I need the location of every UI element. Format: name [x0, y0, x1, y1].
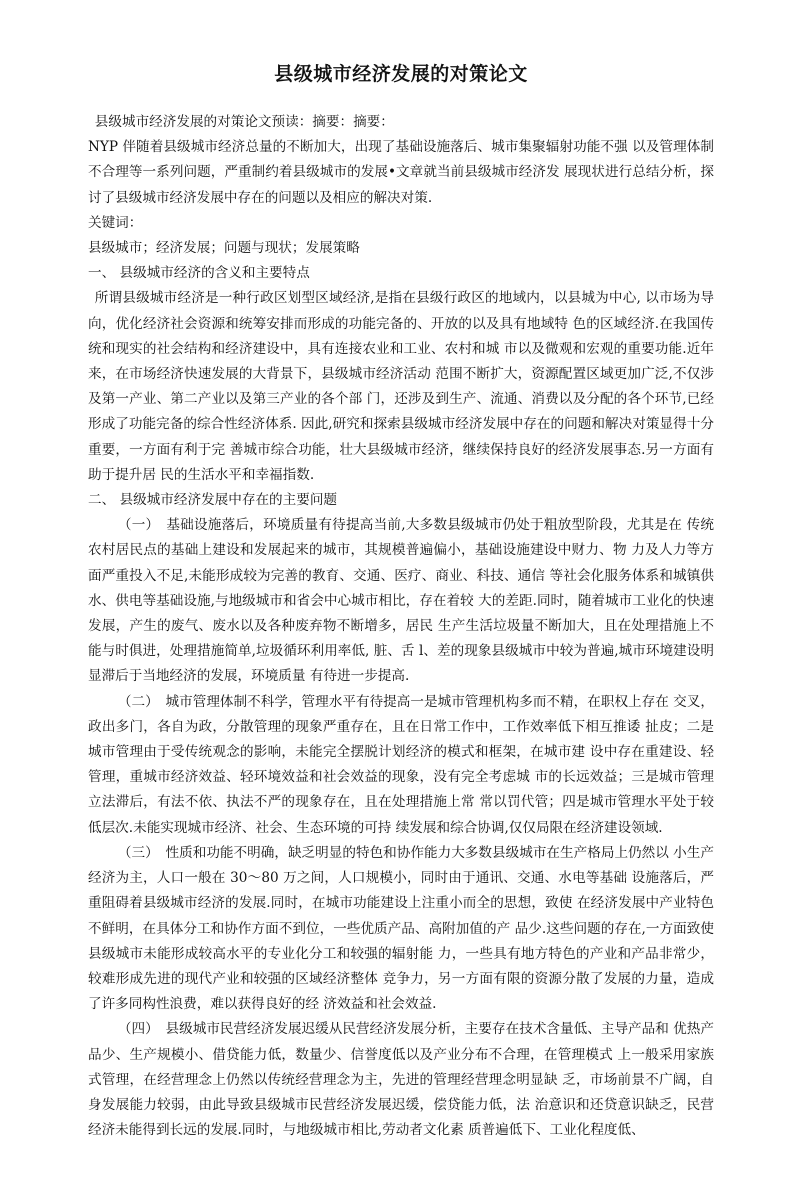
preview-line: 县级城市经济发展的对策论文预读：摘要：摘要：	[94, 114, 394, 130]
section2-para-2: （二） 城市管理体制不科学，管理水平有待提高一是城市管理机构多而不精，在职权上存在 交叉，政出多门，各自为政，分散管理的现象严重存在，且在日常工作中，工作效率低下相互推诿 扯皮；二是城市管理由于受传统观念的影响，未能完全摆脱计划经济的模式和框架，在城市建 设中存在重建设、轻管理，重城市经济效益、轻环境效益和社会效益的现象，没有完全考虑城 市的长远效益；三是城市管理立法滞后，有法不依、执法不严的现象存在，且在处理措施上常 常以罚代管；四是城市管理水平处于较低层次.未能实现城市经济、社会、生态环境的可持 续发展和综合协调,仅仅局限在经济建设领域.	[88, 693, 714, 836]
section2-para-3: （三） 性质和功能不明确，缺乏明显的特色和协作能力大多数县级城市在生产格局上仍然以 小生产经济为主，人口一般在 30～80 万之间，人口规模小，同时由于通讯、交通、水电等基础 设施落后，严重阻碍着县级城市经济的发展.同时，在城市功能建设上注重小而全的思想，致使 在经济发展中产业特色不鲜明，在具体分工和协作方面不到位，一些优质产品、高附加值的产 品少.这些问题的存在,一方面致使县级城市未能形成较高水平的专业化分工和较强的辐射能 力，一些具有地方特色的产业和产品非常少，较难形成先进的现代产业和较强的区域经济整体 竞争力，另一方面有限的资源分散了发展的力量，造成了许多同构性浪费，难以获得良好的经 济效益和社会效益.	[88, 844, 714, 1013]
keywords-label: 关键词：	[88, 214, 143, 231]
section1-body: 所谓县级城市经济是一种行政区划型区域经济,是指在县级行政区的地域内，以县城为中心, 以市场为导向，优化经济社会资源和统筹安排而形成的功能完备的、开放的以及具有地域特 色的区域经济.在我国传统和现实的社会结构和经济建设中，具有连接农业和工业、农村和城 市以及微观和宏观的重要功能.近年来，在市场经济快速发展的大背景下，县级城市经济活动 范围不断扩大，资源配置区域更加广泛,不仅涉及第一产业、第二产业以及第三产业的各个部 门，还涉及到生产、流通、消费以及分配的各个环节,已经形成了功能完备的综合性经济体系. 因此,研究和探索县级城市经济发展中存在的问题和解决对策显得十分重要，一方面有利于完 善城市综合功能，壮大县级城市经济，继续保持良好的经济发展事态.另一方面有助于提升居 民的生活水平和幸福指数.	[88, 290, 714, 483]
section2-heading: 二、 县级城市经济发展中存在的主要问题	[88, 492, 338, 509]
abstract-paragraph: NYP 伴随着县级城市经济总量的不断加大，出现了基础设施落后、城市集聚辐射功能不强 以及管理体制不合理等一系列问题，严重制约着县级城市的发展•文章就当前县级城市经济发 展现状进行总结分析，探讨了县级城市经济发展中存在的问题以及相应的解决对策.	[88, 139, 714, 206]
keywords-list: 县级城市；经济发展；问题与现状；发展策略	[88, 240, 360, 257]
document-page	[88, 60, 714, 1143]
section2-para-1: （一） 基础设施落后，环境质量有待提高当前,大多数县级城市仍处于粗放型阶段，尤其是在 传统农村居民点的基础上建设和发展起来的城市，其规模普遍偏小，基础设施建设中财力、物 力及人力等方面严重投入不足,未能形成较为完善的教育、交通、医疗、商业、科技、通信 等社会化服务体系和城镇供水、供电等基础设施,与地级城市和省会中心城市相比，存在着较 大的差距.同时，随着城市工业化的快速发展，产生的废气、废水以及各种废弃物不断增多，居民 生产生活垃圾量不断加大，且在处理措施上不能与时俱进，处理措施简单,垃圾循环利用率低, 脏、舌 l、差的现象县级城市中较为普遍,城市环境建设明显滞后于当地经济的发展，环境质量 有待进一步提高.	[88, 517, 714, 685]
section1-heading: 一、 县级城市经济的含义和主要特点	[88, 265, 310, 282]
document-title: 县级城市经济发展的对策论文	[274, 63, 528, 85]
section2-para-4: （四） 县级城市民营经济发展迟缓从民营经济发展分析，主要存在技术含量低、主导产品和 优热产品少、生产规模小、借贷能力低，数量少、信誉度低以及产业分布不合理，在管理模式 上一般采用家族式管理，在经营理念上仍然以传统经营理念为主，先进的管理经营理念明显缺 乏，市场前景不广阔，自身发展能力较弱，由此导致县级城市民营经济发展迟缓，偿贷能力低，法 治意识和还贷意识缺乏，民营经济未能得到长远的发展.同时，与地级城市相比,劳动者文化素 质普遍低下、工业化程度低、	[88, 1021, 714, 1139]
